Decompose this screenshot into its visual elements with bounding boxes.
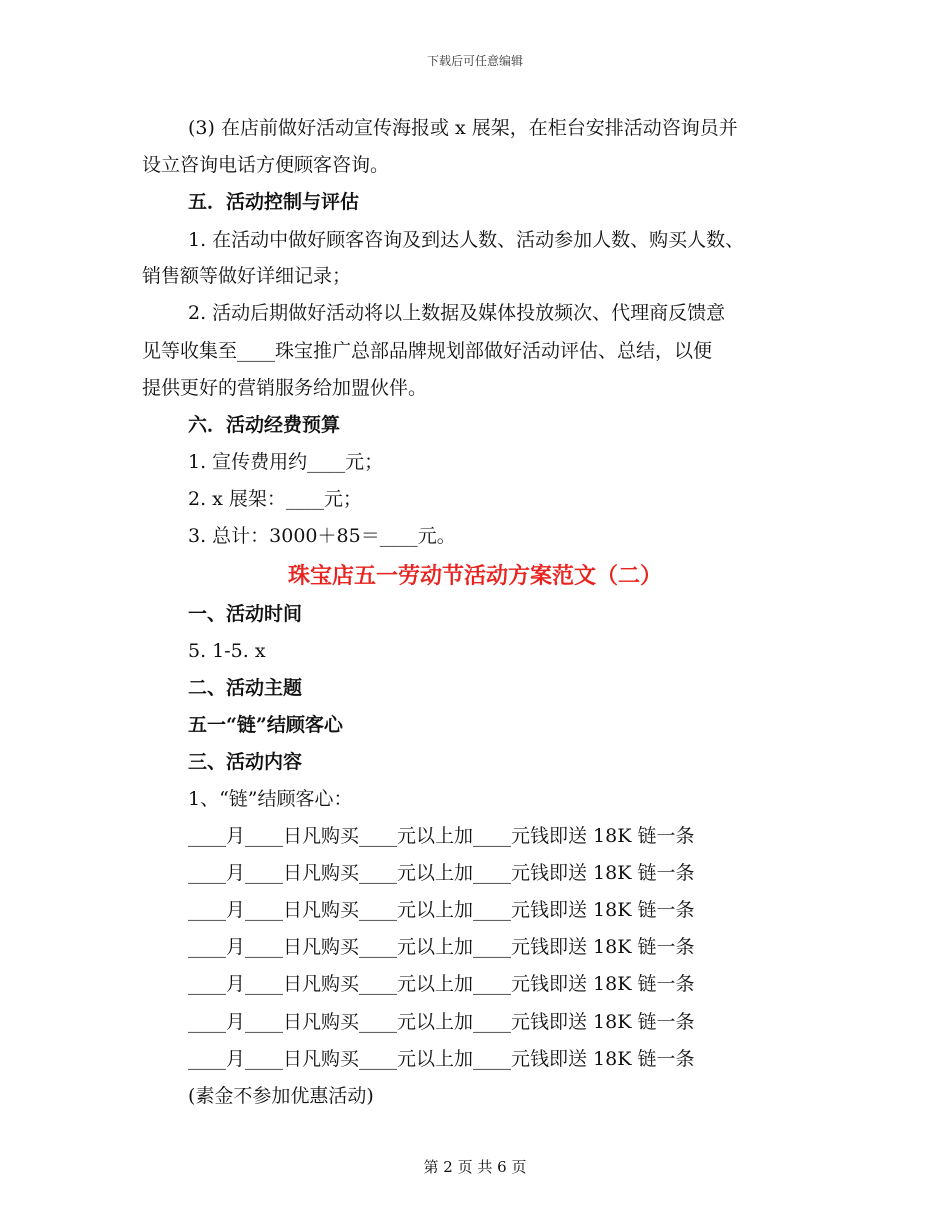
promo-line: ____月____日凡购买____元以上加____元钱即送 18K 链一条	[188, 1048, 695, 1070]
section-heading-1: 一、活动时间	[188, 603, 303, 625]
content-item: 1、“链”结顾客心：	[188, 788, 353, 810]
section-heading-5: 五．活动控制与评估	[188, 191, 360, 213]
paragraph-line: 见等收集至____珠宝推广总部品牌规划部做好活动评估、总结，以便	[142, 340, 713, 362]
paragraph-line: 提供更好的营销服务给加盟伙伴。	[142, 377, 428, 399]
section-heading-3: 三、活动内容	[188, 751, 303, 773]
page-footer: 第 2 页 共 6 页	[423, 1158, 527, 1176]
promo-line: ____月____日凡购买____元以上加____元钱即送 18K 链一条	[188, 825, 695, 847]
paragraph-line: 1. 在活动中做好顾客咨询及到达人数、活动参加人数、购买人数、	[188, 229, 745, 251]
paragraph-line: (3) 在店前做好活动宣传海报或 x 展架，在柜台安排活动咨询员并	[188, 117, 738, 139]
budget-item: 1. 宣传费用约____元；	[188, 451, 384, 473]
promo-note: (素金不参加优惠活动)	[188, 1085, 374, 1107]
page-header: 下载后可任意编辑	[426, 54, 523, 68]
activity-time: 5. 1-5. x	[188, 640, 266, 662]
paragraph-line: 销售额等做好详细记录；	[142, 265, 352, 287]
activity-theme: 五一“链”结顾客心	[188, 714, 343, 736]
promo-line: ____月____日凡购买____元以上加____元钱即送 18K 链一条	[188, 862, 695, 884]
paragraph-line: 2. 活动后期做好活动将以上数据及媒体投放频次、代理商反馈意	[188, 302, 726, 324]
promo-line: ____月____日凡购买____元以上加____元钱即送 18K 链一条	[188, 973, 695, 995]
budget-item: 2. x 展架：____元；	[188, 488, 362, 510]
paragraph-line: 设立咨询电话方便顾客咨询。	[142, 154, 390, 176]
promo-line: ____月____日凡购买____元以上加____元钱即送 18K 链一条	[188, 1011, 695, 1033]
section-heading-6: 六．活动经费预算	[188, 414, 341, 436]
promo-line: ____月____日凡购买____元以上加____元钱即送 18K 链一条	[188, 899, 695, 921]
budget-item: 3. 总计：3000＋85＝____元。	[188, 525, 456, 547]
document-title: 珠宝店五一劳动节活动方案范文（二）	[287, 563, 662, 589]
promo-line: ____月____日凡购买____元以上加____元钱即送 18K 链一条	[188, 936, 695, 958]
section-heading-2: 二、活动主题	[188, 677, 303, 699]
